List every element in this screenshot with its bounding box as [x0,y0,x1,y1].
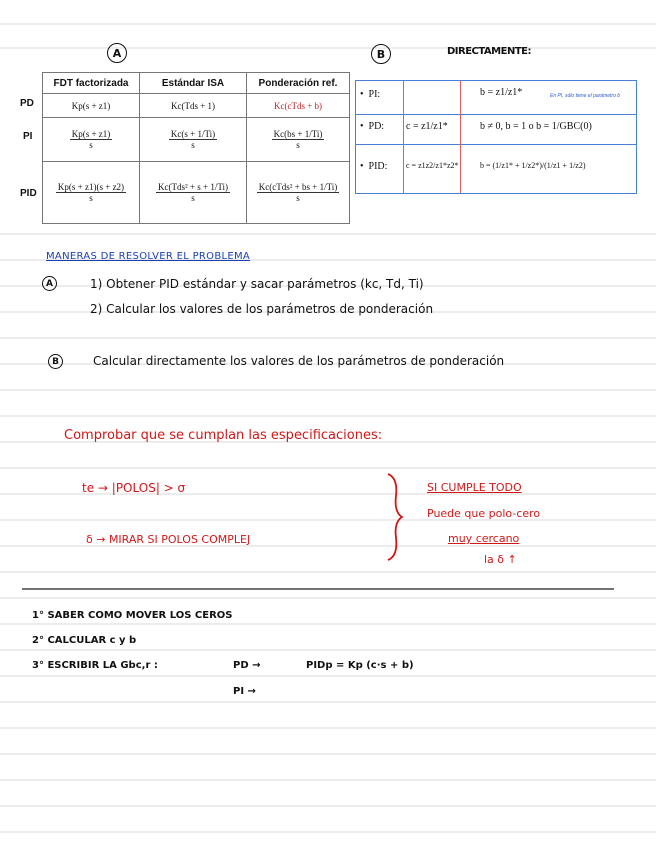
step-a2: 2) Calcular los valores de los parámetros de ponderación [90,302,434,316]
box-pi-note: En PI, sólo tiene el parámetro b [550,93,621,99]
directamente-label: DIRECTAMENTE: [447,46,531,57]
label-a-text: A [112,46,122,60]
step-b-circle [48,354,63,369]
box-pid-c: c = z1z2/z1*z2* [406,161,459,170]
cell-pi-isa [140,118,247,162]
step2-line: 2° CALCULAR c y b [32,635,137,646]
pi-pond-den: s [296,140,300,150]
pi-isa-num: Kc(s + 1/Ti) [170,129,216,139]
row-label-pid: PID [20,188,37,199]
box-pid-b: b = (1/z1* + 1/z2*)/(1/z1 + 1/z2) [480,161,586,170]
box-pd-c: c = z1/z1* [406,121,448,132]
cell-pd-isa: Kc(Tds + 1) [140,94,247,118]
step-b-text-line: Calcular directamente los valores de los parámetros de ponderación [93,354,505,368]
cell-pd-pond: Kc(cTds + b) [247,94,350,118]
pid-fact-num: Kp(s + z1)(s + z2) [57,182,125,192]
direct-formulas-box [355,80,637,194]
pi-isa-den: s [191,140,195,150]
step-a-text: A [46,278,53,289]
box-pd-b: b ≠ 0, b = 1 o b = 1/GBC(0) [480,121,592,132]
box-pi-label-text: PI: [368,89,381,100]
te-line: te → |POLOS| > σ [82,481,186,495]
label-b-text: B [376,47,386,61]
step1-line: 1° SABER COMO MOVER LOS CEROS [32,610,233,621]
pid-pond-den: s [296,193,300,203]
pid-fact-den: s [89,193,93,203]
step-b-text: B [52,356,59,367]
box-pd-label: • PD: [360,121,385,132]
pi-arrow: PI → [233,686,256,697]
box-pid-label-text: PID: [368,161,388,172]
header-isa: Estándar ISA [140,73,247,94]
comprobar-line: Comprobar que se cumplan las especificaciones: [64,428,383,443]
pi-fact-num: Kp(s + z1) [71,129,111,139]
pid-formula: PIDp = Kp (c·s + b) [306,660,414,671]
maneras-heading: MANERAS DE RESOLVER EL PROBLEMA [46,251,251,262]
row-label-pd: PD [20,98,34,109]
pi-fact-den: s [89,140,93,150]
cell-pi-fact [43,118,140,162]
controller-table [42,72,350,224]
pi-pond-num: Kc(bs + 1/Ti) [273,129,323,139]
cell-pi-pond [247,118,350,162]
cell-pid-isa [140,162,247,224]
box-pd-label-text: PD: [368,121,385,132]
label-b-circle [371,44,391,64]
row-label-pi: PI [23,131,33,142]
pd-arrow: PD → [233,660,261,671]
cumple-line2: Puede que polo-cero [427,507,541,520]
step3-line: 3° ESCRIBIR LA Gbc,r : [32,660,158,671]
pid-isa-num: Kc(Tds² + s + 1/Ti) [157,182,229,192]
box-pi-b: b = z1/z1* [480,87,523,98]
cumple-line4: la δ ↑ [484,553,517,566]
cumple-line1: SI CUMPLE TODO [427,481,522,494]
pid-pond-num: Kc(cTds² + bs + 1/Ti) [258,182,338,192]
delta-line: δ → MIRAR SI POLOS COMPLEJ [86,533,251,546]
header-ponderacion: Ponderación ref. [247,73,350,94]
cell-pd-fact: Kp(s + z1) [43,94,140,118]
cell-pid-pond [247,162,350,224]
header-fdt: FDT factorizada [43,73,140,94]
brace-icon [384,472,406,562]
step-a1: 1) Obtener PID estándar y sacar parámetros (kc, Td, Ti) [90,277,424,291]
box-pi-label: • PI: [360,89,381,100]
box-pid-label: • PID: [360,161,388,172]
cell-pid-fact [43,162,140,224]
cumple-line3: muy cercano [448,532,520,545]
step-a-circle [42,276,57,291]
pid-isa-den: s [191,193,195,203]
label-a-circle [107,43,127,63]
